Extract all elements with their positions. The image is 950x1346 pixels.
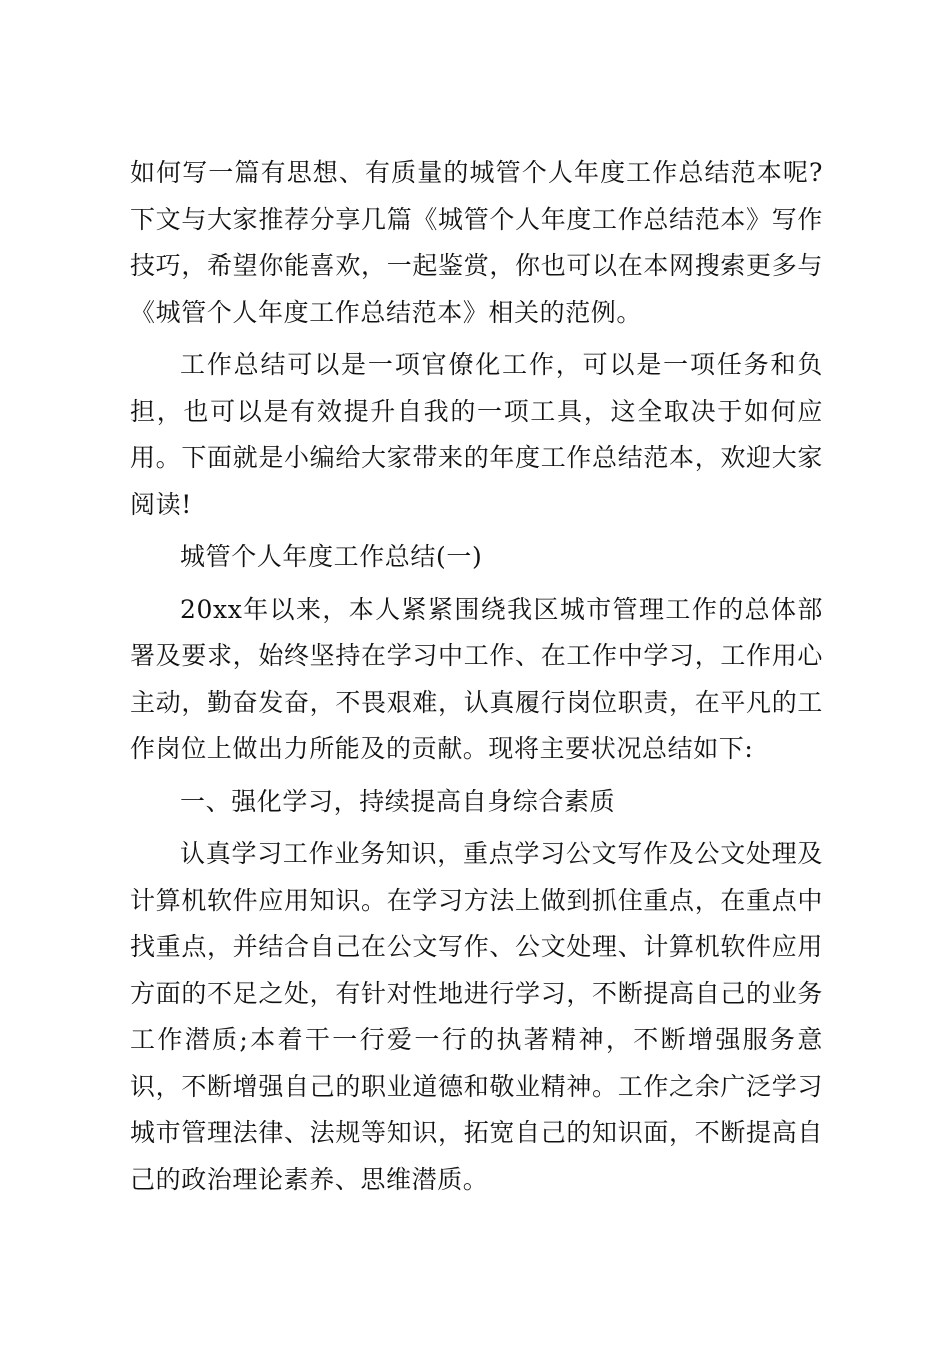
intro-paragraph: 如何写一篇有思想、有质量的城管个人年度工作总结范本呢?下文与大家推荐分享几篇《城管个人年度工作总结范本》写作技巧，希望你能喜欢，一起鉴赏，你也可以在本网搜索更多与《城管个人年度工作总结范本》相关的范例。 xyxy=(130,158,823,327)
document-body xyxy=(130,150,823,1203)
section-title: 城管个人年度工作总结(一) xyxy=(180,542,483,571)
body-paragraph-2: 认真学习工作业务知识，重点学习公文写作及公文处理及计算机软件应用知识。在学习方法上做到抓住重点，在重点中找重点，并结合自己在公文写作、公文处理、计算机软件应用方面的不足之处，有针对性地进行学习，不断提高自己的业务工作潜质;本着干一行爱一行的执著精神，不断增强服务意识，不断增强自己的职业道德和敬业精神。工作之余广泛学习城市管理法律、法规等知识，拓宽自己的知识面，不断提高自己的政治理论素养、思维潜质。 xyxy=(130,839,823,1194)
preface-paragraph: 工作总结可以是一项官僚化工作，可以是一项任务和负担，也可以是有效提升自我的一项工具，这全取决于如何应用。下面就是小编给大家带来的年度工作总结范本，欢迎大家阅读! xyxy=(130,350,823,519)
section-heading-1: 一、强化学习，持续提高自身综合素质 xyxy=(180,786,616,816)
body-paragraph-1: 20xx年以来，本人紧紧围绕我区城市管理工作的总体部署及要求，始终坚持在学习中工作、在工作中学习，工作用心主动，勤奋发奋，不畏艰难，认真履行岗位职责，在平凡的工作岗位上做出力所能及的贡献。现将主要状况总结如下: xyxy=(130,594,823,763)
